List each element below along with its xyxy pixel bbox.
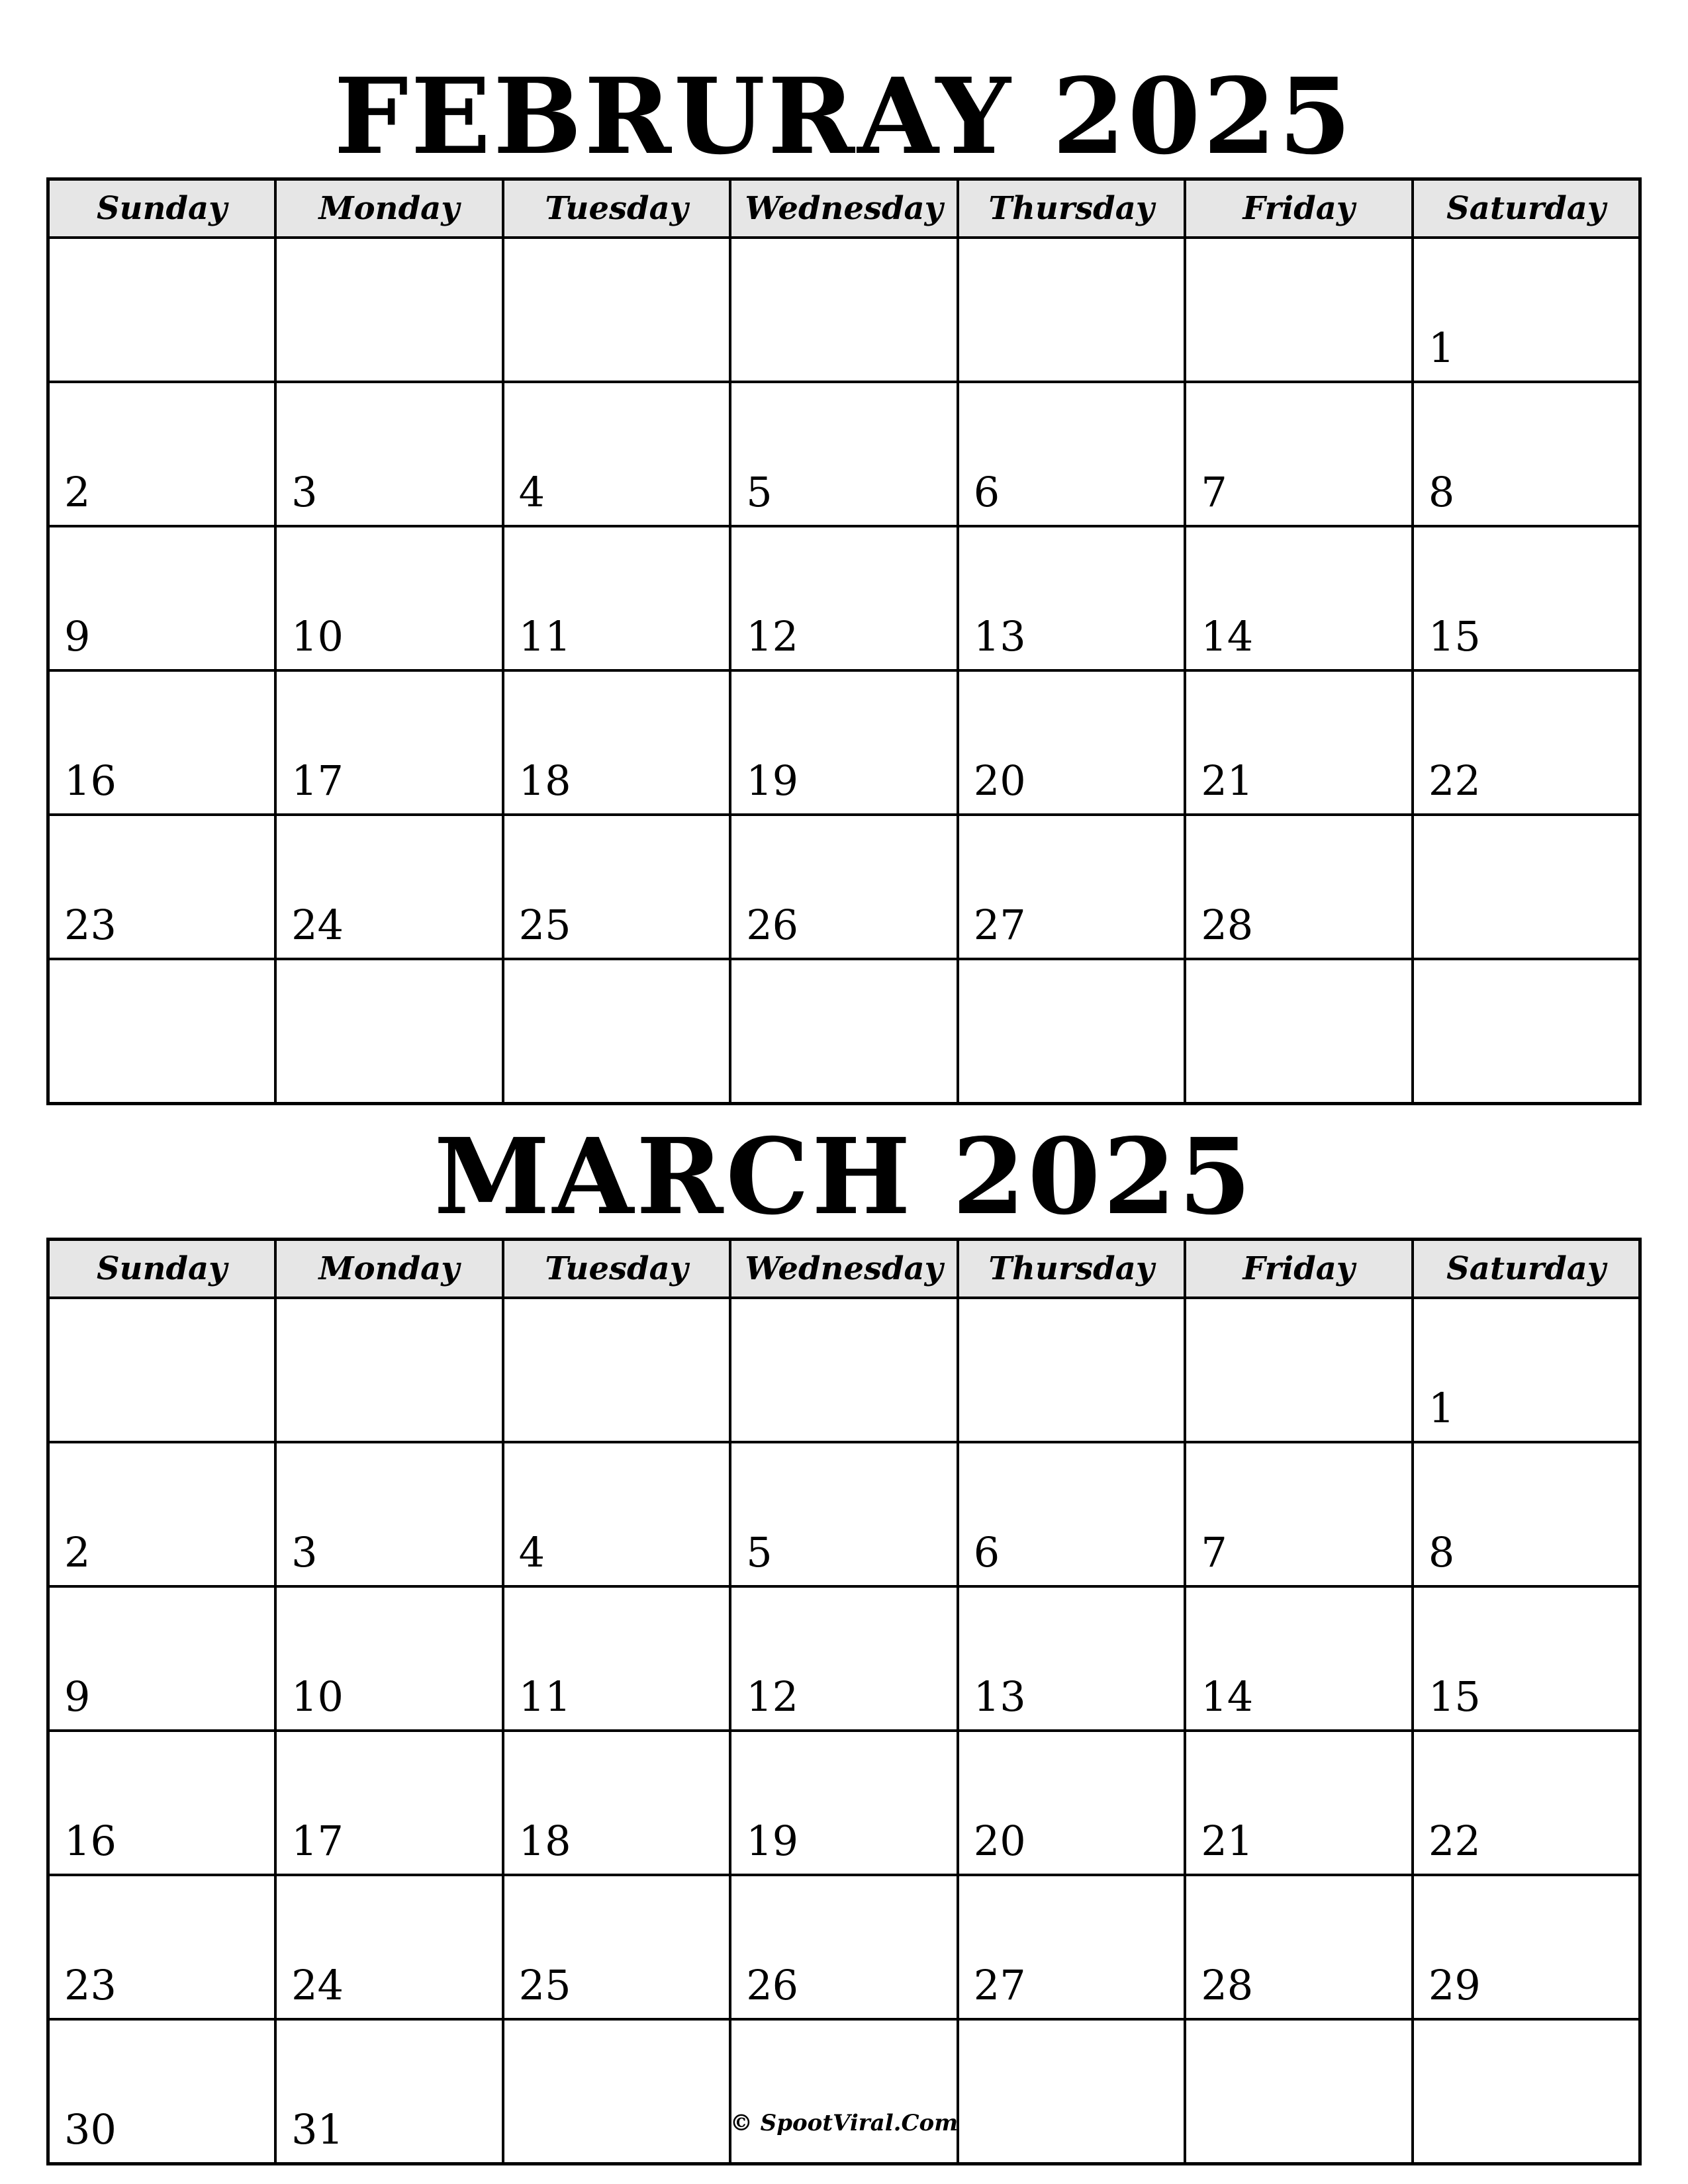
day-cell: 17 <box>275 1731 503 1875</box>
day-cell <box>1413 815 1640 959</box>
day-cell <box>48 1298 276 1442</box>
day-cell: 7 <box>1185 1442 1413 1586</box>
february-title: FEBRURAY 2025 <box>334 56 1354 178</box>
day-cell: 18 <box>503 1731 731 1875</box>
weekday-header-sunday: Sunday <box>48 179 276 238</box>
day-cell <box>1413 2019 1640 2164</box>
day-cell: 22 <box>1413 670 1640 815</box>
day-cell: 10 <box>275 1586 503 1731</box>
day-cell: 11 <box>503 526 731 670</box>
week-row <box>48 1298 1640 1442</box>
day-cell: 23 <box>48 815 276 959</box>
day-cell: 12 <box>730 526 958 670</box>
copyright-footer: © SpootViral.Com <box>729 2110 959 2136</box>
day-cell <box>1185 2019 1413 2164</box>
day-cell <box>958 2019 1186 2164</box>
weekday-header-row <box>48 1240 1640 1298</box>
day-cell: 6 <box>958 1442 1186 1586</box>
day-cell: 25 <box>503 815 731 959</box>
day-cell <box>958 238 1186 382</box>
day-cell <box>275 959 503 1104</box>
weekday-header-row <box>48 179 1640 238</box>
day-cell: 26 <box>730 1875 958 2019</box>
weekday-header-friday: Friday <box>1185 1240 1413 1298</box>
week-row <box>48 670 1640 815</box>
day-cell <box>275 1298 503 1442</box>
day-cell: 31 <box>275 2019 503 2164</box>
day-cell <box>48 238 276 382</box>
day-cell: 26 <box>730 815 958 959</box>
day-cell: 1 <box>1413 1298 1640 1442</box>
weekday-header-tuesday: Tuesday <box>503 179 731 238</box>
day-cell: 16 <box>48 670 276 815</box>
week-row <box>48 959 1640 1104</box>
day-cell: 21 <box>1185 670 1413 815</box>
week-row <box>48 1731 1640 1875</box>
day-cell: 7 <box>1185 382 1413 526</box>
day-cell: 5 <box>730 1442 958 1586</box>
weekday-header-saturday: Saturday <box>1413 179 1640 238</box>
day-cell: 24 <box>275 1875 503 2019</box>
day-cell <box>503 1298 731 1442</box>
week-row <box>48 526 1640 670</box>
day-cell <box>730 2019 958 2164</box>
march-title: MARCH 2025 <box>434 1116 1254 1238</box>
day-cell: 8 <box>1413 1442 1640 1586</box>
day-cell: 28 <box>1185 815 1413 959</box>
day-cell: 15 <box>1413 1586 1640 1731</box>
weekday-header-friday: Friday <box>1185 179 1413 238</box>
day-cell: 18 <box>503 670 731 815</box>
day-cell: 11 <box>503 1586 731 1731</box>
weekday-header-tuesday: Tuesday <box>503 1240 731 1298</box>
week-row <box>48 2019 1640 2164</box>
day-cell: 16 <box>48 1731 276 1875</box>
weekday-header-monday: Monday <box>275 1240 503 1298</box>
day-cell: 1 <box>1413 238 1640 382</box>
day-cell: 27 <box>958 1875 1186 2019</box>
day-cell: 29 <box>1413 1875 1640 2019</box>
day-cell: 24 <box>275 815 503 959</box>
day-cell: 5 <box>730 382 958 526</box>
weekday-header-wednesday: Wednesday <box>730 179 958 238</box>
day-cell <box>48 959 276 1104</box>
day-cell <box>503 2019 731 2164</box>
day-cell: 10 <box>275 526 503 670</box>
day-cell: 25 <box>503 1875 731 2019</box>
day-cell: 30 <box>48 2019 276 2164</box>
week-row <box>48 382 1640 526</box>
day-cell <box>503 959 731 1104</box>
day-cell <box>958 959 1186 1104</box>
day-cell: 2 <box>48 1442 276 1586</box>
week-row <box>48 238 1640 382</box>
day-cell: 27 <box>958 815 1186 959</box>
day-cell: 20 <box>958 1731 1186 1875</box>
day-cell <box>275 238 503 382</box>
day-cell: 9 <box>48 526 276 670</box>
weekday-header-thursday: Thursday <box>958 179 1186 238</box>
day-cell: 4 <box>503 382 731 526</box>
day-cell <box>503 238 731 382</box>
march-calendar-grid <box>46 1238 1642 2165</box>
day-cell: 14 <box>1185 1586 1413 1731</box>
day-cell <box>730 959 958 1104</box>
february-calendar-grid <box>46 177 1642 1105</box>
day-cell: 6 <box>958 382 1186 526</box>
day-cell: 2 <box>48 382 276 526</box>
day-cell: 3 <box>275 382 503 526</box>
week-row <box>48 1586 1640 1731</box>
week-row <box>48 1442 1640 1586</box>
day-cell: 19 <box>730 1731 958 1875</box>
weekday-header-wednesday: Wednesday <box>730 1240 958 1298</box>
weekday-header-thursday: Thursday <box>958 1240 1186 1298</box>
week-row <box>48 815 1640 959</box>
day-cell: 17 <box>275 670 503 815</box>
day-cell: 23 <box>48 1875 276 2019</box>
day-cell: 4 <box>503 1442 731 1586</box>
day-cell: 22 <box>1413 1731 1640 1875</box>
day-cell: 13 <box>958 1586 1186 1731</box>
day-cell: 12 <box>730 1586 958 1731</box>
day-cell <box>730 1298 958 1442</box>
weekday-header-sunday: Sunday <box>48 1240 276 1298</box>
day-cell <box>730 238 958 382</box>
day-cell: 20 <box>958 670 1186 815</box>
day-cell <box>1413 959 1640 1104</box>
day-cell: 13 <box>958 526 1186 670</box>
day-cell: 15 <box>1413 526 1640 670</box>
day-cell <box>1185 238 1413 382</box>
day-cell: 9 <box>48 1586 276 1731</box>
day-cell <box>1185 1298 1413 1442</box>
day-cell: 21 <box>1185 1731 1413 1875</box>
week-row <box>48 1875 1640 2019</box>
day-cell <box>958 1298 1186 1442</box>
day-cell: 14 <box>1185 526 1413 670</box>
day-cell: 8 <box>1413 382 1640 526</box>
day-cell: 19 <box>730 670 958 815</box>
day-cell <box>1185 959 1413 1104</box>
day-cell: 28 <box>1185 1875 1413 2019</box>
day-cell: 3 <box>275 1442 503 1586</box>
weekday-header-saturday: Saturday <box>1413 1240 1640 1298</box>
weekday-header-monday: Monday <box>275 179 503 238</box>
